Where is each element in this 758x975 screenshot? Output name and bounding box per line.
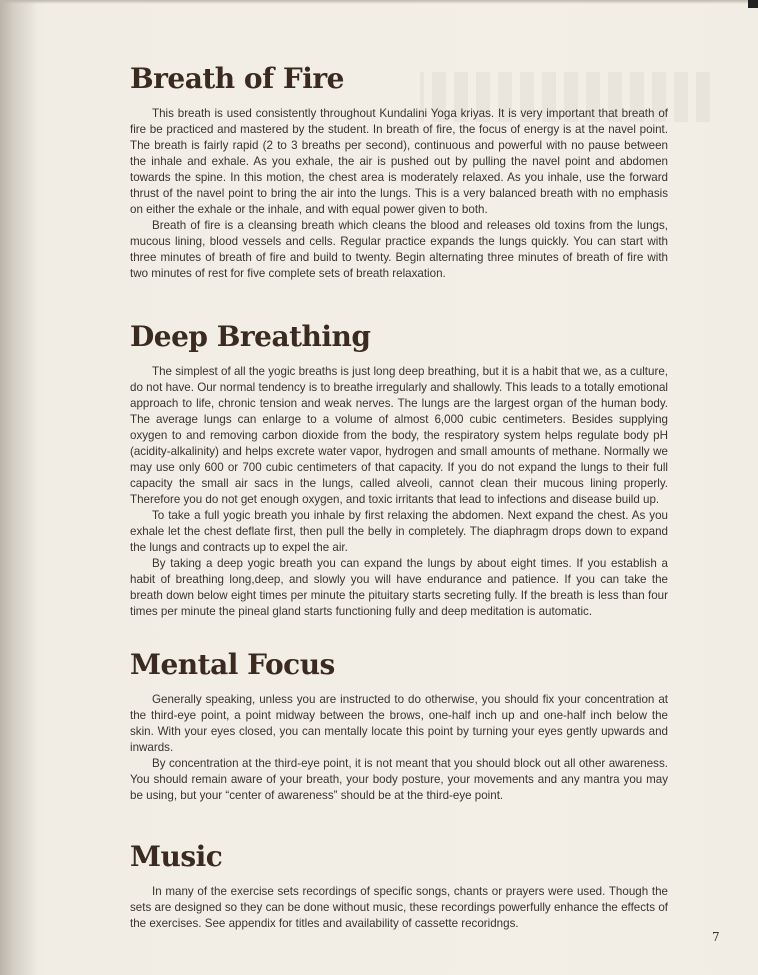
section-body-deep-breathing [130,364,668,620]
section-title-deep-breathing: Deep Breathing [130,320,371,353]
section-mental-focus [130,648,668,804]
corner-mark [748,0,758,8]
section-body-breath-of-fire [130,106,668,282]
paragraph: The simplest of all the yogic breaths is just long deep breathing, but it is a habit that we, as a culture, do not have. Our normal tendency is to breathe irregularly and shallowly. This leads to a totally emotional approach to life, chronic tension and weak nerves. The lungs are the largest organ of the human body. The average lungs can enlarge to a volume of almost 6,000 cubic centimeters. Besides supplying oxygen to and removing carbon dioxide from the body, the respiratory system helps regulate body pH (acidity-alkalinity) and helps excrete water vapor, hydrogen and small amounts of methane. Normally we may use only 600 or 700 cubic centimeters of that capacity. If you do not expand the lungs to their full capacity the small air sacs in the lungs, called alveoli, cannot clean their mucous lining properly. Therefore you do not get enough oxygen, and toxic irritants that lead to infections and disease build up. [130,365,668,506]
spine-shadow [0,0,38,975]
page-top-edge [0,0,758,4]
paragraph: Breath of fire is a cleansing breath which cleans the blood and releases old toxins from the lungs, mucous lining, blood vessels and cells. Regular practice expands the lungs quickly. You can start with three minutes of breath of fire and build to twenty. Begin alternating three minutes of breath of fire with two minutes of rest for five complete sets of breath relaxation. [130,219,668,280]
paragraph: Generally speaking, unless you are instructed to do otherwise, you should fix your concentration at the third-eye point, a point midway between the brows, one-half inch up and one-half inch below the skin. With your eyes closed, you can mentally locate this point by turning your eyes gently upwards and inwards. [130,693,668,754]
section-title-music: Music [130,840,223,873]
section-breath-of-fire [130,62,668,282]
paragraph: In many of the exercise sets recordings of specific songs, chants or prayers were used. Though the sets are designed so they can be done without music, these recordings powerfully enhance the effects of the exercises. See appendix for titles and availability of cassette recoridngs. [130,885,668,930]
section-music [130,840,668,932]
section-body-music [130,884,668,932]
section-title-breath-of-fire: Breath of Fire [130,62,344,95]
paragraph: By concentration at the third-eye point, it is not meant that you should block out all other awareness. You should remain aware of your breath, your body posture, your movements and any mantra you may be using, but your “center of awareness” should be at the third-eye point. [130,757,668,802]
section-body-mental-focus [130,692,668,804]
section-title-mental-focus: Mental Focus [130,648,335,681]
paragraph: By taking a deep yogic breath you can expand the lungs by about eight times. If you establish a habit of breathing long,deep, and slowly you will have endurance and patience. If you can take the breath down below eight times per minute the pituitary starts secreting fully. If the breath is less than four times per minute the pineal gland starts functioning fully and deep meditation is automatic. [130,557,668,618]
paragraph: This breath is used consistently throughout Kundalini Yoga kriyas. It is very important that breath of fire be practiced and mastered by the student. In breath of fire, the focus of energy is at the navel point. The breath is fairly rapid (2 to 3 breaths per second), continuous and powerful with no pause between the inhale and exhale. As you exhale, the air is pushed out by pulling the navel point and abdomen towards the spine. In this motion, the chest area is moderately relaxed. As you inhale, use the forward thrust of the navel point to bring the air into the lungs. This is a very balanced breath with no emphasis on either the exhale or the inhale, and with equal power given to both. [130,107,668,216]
paragraph: To take a full yogic breath you inhale by first relaxing the abdomen. Next expand the chest. As you exhale let the chest deflate first, then pull the belly in completely. The diaphragm drops down to expand the lungs and contracts up to expel the air. [130,509,668,554]
section-deep-breathing [130,320,668,620]
page-number: 7 [712,930,720,944]
